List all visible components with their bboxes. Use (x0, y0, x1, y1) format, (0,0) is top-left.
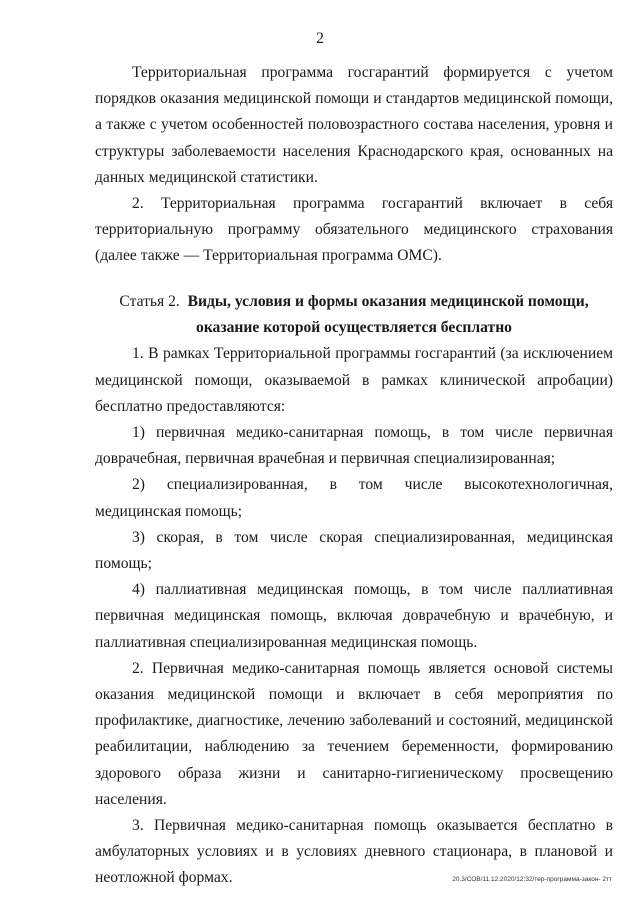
paragraph: 1. В рамках Территориальной программы госгарантий (за исключением медицинской помощи, оказываемой в рамках клинической апробации) бесплатно предоставляются: (95, 345, 613, 415)
article-title-line1: Виды, условия и формы оказания медицинской помощи, (187, 293, 589, 310)
list-item: 1) первичная медико-санитарная помощь, в том числе первичная доврачебная, первичная врачебная и первичная специализированная; (95, 424, 613, 468)
article-2-section (95, 289, 613, 892)
paragraph: 3. Первичная медико-санитарная помощь оказывается бесплатно в амбулаторных условиях и в условиях дневного стационара, в плановой и неотложной формах. (95, 817, 613, 887)
list-item: 4) паллиативная медицинская помощь, в том числе паллиативная первичная медицинская помощь, включая доврачебную и врачебную, и паллиативная специализированная медицинская помощь. (95, 581, 613, 651)
paragraph: 2. Территориальная программа госгарантий включает в себя территориальную программу обязательного медицинского страхования (далее также — Территориальная программа ОМС). (95, 195, 613, 265)
list-item: 3) скорая, в том числе скорая специализированная, медицинская помощь; (95, 528, 613, 573)
document-footer-code: 20.3/СОВ/11.12.2020/12:32/тер-программа-закон- 2тт (452, 876, 612, 883)
list-item: 2) специализированная, в том числе высокотехнологичная, медицинская помощь; (95, 476, 613, 520)
page-number: 2 (316, 30, 324, 47)
article-number: Статья 2. (119, 293, 180, 310)
intro-section (95, 60, 613, 270)
paragraph: 2. Первичная медико-санитарная помощь является основой системы оказания медицинской помощи и включает в себя мероприятия по профилактике, диагностике, лечению заболеваний и состояний, медицинской реабилитации, наблюдению за течением беременности, формированию здорового образа жизни и санитарно-гигиеническому просвещению населения. (95, 659, 613, 808)
article-heading (95, 289, 613, 341)
paragraph: Территориальная программа госгарантий формируется с учетом порядков оказания медицинской помощи и стандартов медицинской помощи, а также с учетом особенностей половозрастного состава населения, уровня и структуры заболеваемости населения Краснодарского края, основанных на данных медицинской статистики. (95, 64, 613, 186)
article-title-line2: оказание которой осуществляется бесплатно (196, 319, 512, 337)
